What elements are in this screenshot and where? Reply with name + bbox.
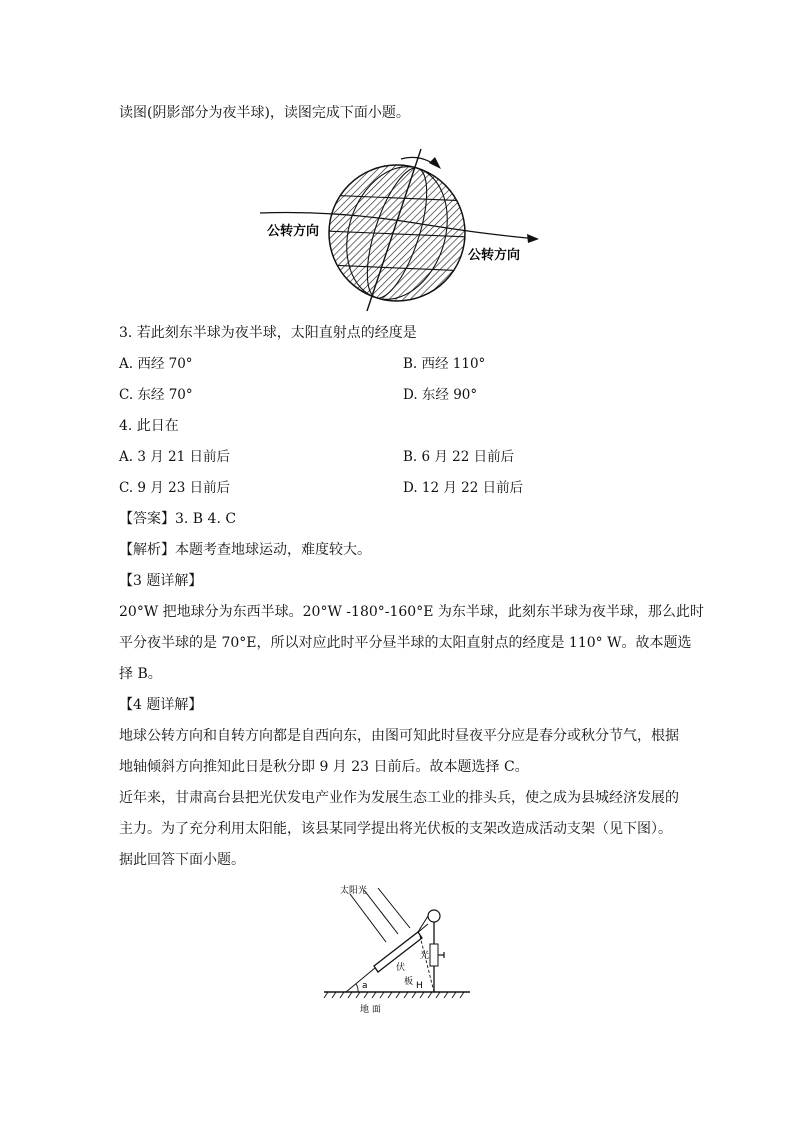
- q4-option-c: C. 9 月 23 日前后: [119, 480, 231, 496]
- analysis-line: 【解析】本题考查地球运动，难度较大。: [119, 542, 371, 558]
- q4-option-d: D. 12 月 22 日前后: [403, 480, 524, 496]
- q4-option-a: A. 3 月 21 日前后: [119, 449, 230, 465]
- angle-label: a: [362, 981, 368, 991]
- sunlight-label: 太阳光: [340, 886, 368, 896]
- q4-option-b: B. 6 月 22 日前后: [403, 449, 515, 465]
- passage-line: 据此回答下面小题。: [119, 852, 245, 868]
- detail4-heading: 【4 题详解】: [119, 697, 203, 713]
- globe: [329, 165, 465, 301]
- orbit-arrow: [527, 234, 539, 243]
- q3-option-b: B. 西经 110°: [403, 356, 486, 372]
- ground-label: 地 面: [360, 1005, 381, 1015]
- passage-line: 近年来，甘肃高台县把光伏发电产业作为发展生态工业的排头兵，使之成为县城经济发展的: [119, 790, 679, 806]
- intro-text: 读图(阴影部分为夜半球)，读图完成下面小题。: [119, 105, 410, 121]
- q3-option-d: D. 东经 90°: [403, 387, 478, 403]
- q3-stem: 3. 若此刻东半球为夜半球，太阳直射点的经度是: [119, 325, 417, 341]
- q3-option-a: A. 西经 70°: [119, 356, 193, 372]
- orbit-label-left: 公转方向: [267, 224, 320, 239]
- q4-stem: 4. 此日在: [119, 418, 179, 434]
- sun-ray: [378, 888, 410, 928]
- detail3-line: 择 B。: [119, 666, 162, 682]
- detail3-line: 20°W 把地球分为东西半球。20°W -180°-160°E 为东半球，此刻东半球为夜半球，那么此时: [119, 604, 704, 620]
- height-label: H: [416, 981, 423, 991]
- answer-line: 【答案】3. B 4. C: [119, 511, 237, 527]
- adjuster: [430, 944, 438, 966]
- pulley: [428, 910, 440, 922]
- solar-panel-figure: [318, 880, 478, 1020]
- passage-line: 主力。为了充分利用太阳能，该县某同学提出将光伏板的支架改造成活动支架（见下图）。: [119, 821, 672, 837]
- svg-text:伏: 伏: [396, 963, 406, 973]
- orbit-label-right: 公转方向: [468, 248, 521, 263]
- svg-text:板: 板: [404, 977, 414, 987]
- sun-ray: [350, 894, 386, 942]
- detail4-line: 地轴倾斜方向推知此日是秋分即 9 月 23 日前后。故本题选择 C。: [119, 759, 529, 775]
- q3-option-c: C. 东经 70°: [119, 387, 193, 403]
- sun-ray: [364, 890, 398, 934]
- svg-text:光: 光: [420, 951, 430, 961]
- globe-figure: [255, 143, 545, 313]
- detail4-line: 地球公转方向和自转方向都是自西向东，由图可知此时昼夜平分应是春分或秋分节气，根据: [119, 728, 679, 744]
- detail3-heading: 【3 题详解】: [119, 573, 203, 589]
- detail3-line: 平分夜半球的是 70°E，所以对应此时平分昼半球的太阳直射点的经度是 110° W。故本题选: [119, 635, 692, 651]
